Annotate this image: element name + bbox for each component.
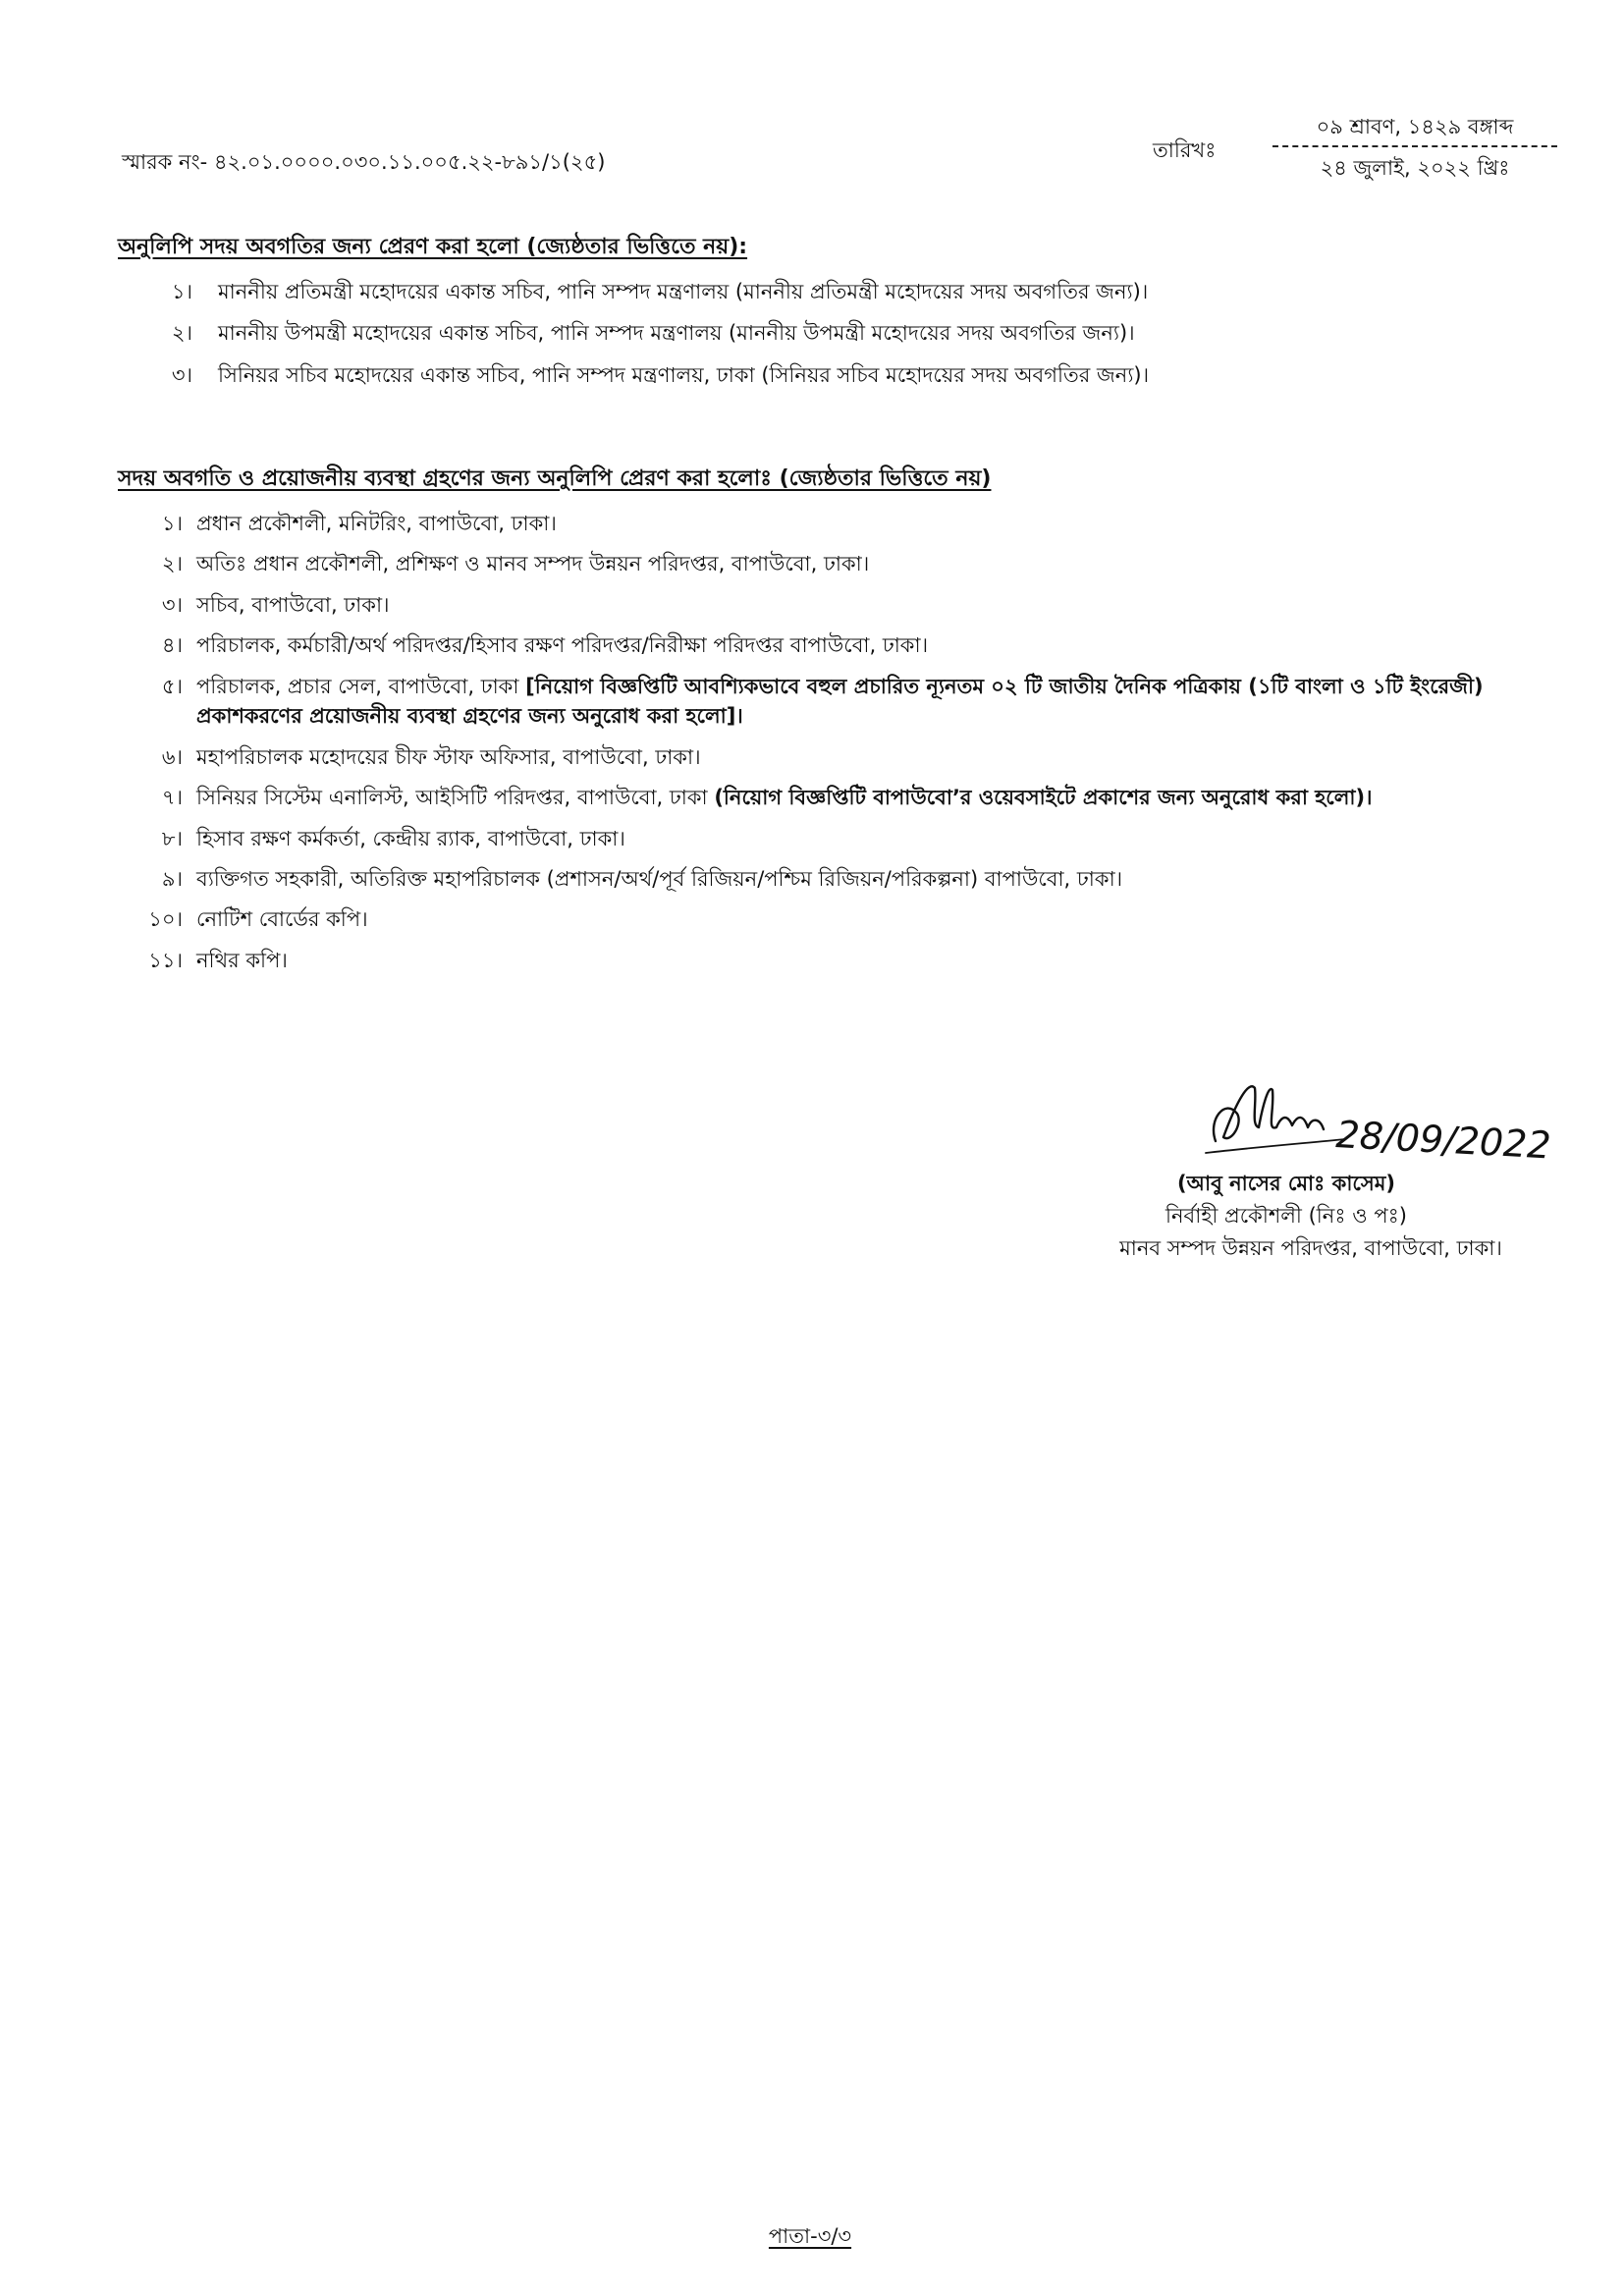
list-item: [122, 904, 1536, 934]
item-number: ১০।: [148, 907, 183, 932]
date-gregorian: ২৪ জুলাই, ২০২২ খ্রিঃ: [1320, 156, 1510, 181]
item-number: ২।: [161, 552, 183, 576]
item-text: মাননীয় প্রতিমন্ত্রী মহোদয়ের একান্ত সচিব, পানি সম্পদ মন্ত্রণালয় (মাননীয় প্রতিমন্ত্রী মহোদয়ের সদয় অবগতির জন্য)।: [218, 280, 1149, 303]
item-text-plain: নথির কপি।: [196, 948, 288, 972]
list-item: [122, 509, 1536, 538]
list-item: [122, 742, 1536, 772]
handwritten-signature: [1198, 1070, 1571, 1178]
item-number: ৩।: [161, 592, 183, 617]
list-item: [122, 318, 1536, 348]
item-text: [196, 864, 1536, 894]
list-item: [122, 630, 1536, 660]
item-number: ৭।: [161, 786, 183, 810]
item-number: ৩।: [171, 362, 192, 387]
list-item: [122, 864, 1536, 894]
item-text: [196, 783, 1536, 812]
item-number: ৮।: [161, 826, 183, 850]
item-text-plain: পরিচালক, কর্মচারী/অর্থ পরিদপ্তর/হিসাব রক্ষণ পরিদপ্তর/নিরীক্ষা পরিদপ্তর বাপাউবো, ঢাকা।: [196, 633, 929, 658]
page-number: পাতা-৩/৩: [768, 2224, 852, 2248]
item-text: [196, 672, 1536, 732]
section2-heading: সদয় অবগতি ও প্রয়োজনীয় ব্যবস্থা গ্রহণের জন্য অনুলিপি প্রেরণ করা হলোঃ (জ্যেষ্ঠতার ভিত্তিতে নয়): [118, 466, 992, 491]
item-text-plain: পরিচালক, প্রচার সেল, বাপাউবো, ঢাকা: [196, 674, 526, 698]
item-text: [196, 904, 1536, 934]
item-text-plain: সিনিয়র সিস্টেম এনালিস্ট, আইসিটি পরিদপ্তর, বাপাউবো, ঢাকা: [196, 786, 715, 810]
item-text-plain: হিসাব রক্ষণ কর্মকর্তা, কেন্দ্রীয় র‌্যাক, বাপাউবো, ঢাকা।: [196, 826, 625, 850]
item-text: সিনিয়র সচিব মহোদয়ের একান্ত সচিব, পানি সম্পদ মন্ত্রণালয়, ঢাকা (সিনিয়র সচিব মহোদয়ের সদয় অবগতির জন্য)।: [218, 362, 1150, 387]
memo-number: স্মারক নং- ৪২.০১.০০০০.০৩০.১১.০০৫.২২-৮৯১/১(২৫): [122, 150, 606, 174]
item-text-plain: অতিঃ প্রধান প্রকৌশলী, প্রশিক্ষণ ও মানব সম্পদ উন্নয়ন পরিদপ্তর, বাপাউবো, ঢাকা।: [196, 552, 870, 576]
item-text: [196, 824, 1536, 853]
item-text: [196, 946, 1536, 975]
item-number: ৬।: [161, 744, 183, 769]
item-number: ২।: [171, 321, 192, 346]
item-number: ৪।: [161, 633, 183, 658]
item-text: [196, 549, 1536, 578]
item-text-bold: [নিয়োগ বিজ্ঞপ্তিটি আবশ্যিকভাবে বহুল প্রচারিত ন্যূনতম ০২ টি জাতীয় দৈনিক পত্রিকায় (১টি বাংলা ও ১টি ইংরেজী) প্রকাশকরণের প্রয়োজনীয় ব্যবস্থা গ্রহণের জন্য অনুরোধ করা হলো]।: [196, 674, 1484, 729]
list-item: [122, 277, 1536, 306]
item-number: ৯।: [161, 866, 183, 891]
list-item: [122, 590, 1536, 620]
item-text-plain: মহাপরিচালক মহোদয়ের চীফ স্টাফ অফিসার, বাপাউবো, ঢাকা।: [196, 744, 701, 769]
item-text-plain: প্রধান প্রকৌশলী, মনিটরিং, বাপাউবো, ঢাকা।: [196, 512, 557, 535]
date-label: তারিখঃ: [1153, 138, 1217, 162]
item-text-plain: নোটিশ বোর্ডের কপি।: [196, 907, 368, 932]
signature-date: 28/09/2022: [1334, 1113, 1552, 1168]
section2-list: [122, 509, 1536, 986]
item-text: [196, 630, 1536, 660]
signatory-name: (আবু নাসের মোঃ কাসেম): [1176, 1172, 1396, 1195]
signatory-designation: নির্বাহী প্রকৌশলী (নিঃ ও পঃ): [1165, 1204, 1407, 1228]
item-number: ৫।: [161, 674, 183, 698]
item-text: [196, 742, 1536, 772]
item-text: [196, 590, 1536, 620]
signatory-office: মানব সম্পদ উন্নয়ন পরিদপ্তর, বাপাউবো, ঢাকা।: [1119, 1236, 1502, 1260]
item-text: মাননীয় উপমন্ত্রী মহোদয়ের একান্ত সচিব, পানি সম্পদ মন্ত্রণালয় (মাননীয় উপমন্ত্রী মহোদয়ের সদয় অবগতির জন্য)।: [218, 321, 1135, 346]
date-block: [1272, 112, 1557, 184]
list-item: [122, 824, 1536, 853]
item-text-bold: (নিয়োগ বিজ্ঞপ্তিটি বাপাউবো’র ওয়েবসাইটে প্রকাশের জন্য অনুরোধ করা হলো)।: [714, 786, 1373, 810]
list-item: [122, 946, 1536, 975]
list-item: [122, 672, 1536, 732]
item-text-plain: সচিব, বাপাউবো, ঢাকা।: [196, 592, 390, 617]
list-item: [122, 549, 1536, 578]
list-item: [122, 783, 1536, 812]
section1-list: [122, 277, 1536, 402]
item-number: ১১।: [148, 948, 183, 972]
item-number: ১।: [161, 512, 183, 535]
item-text-plain: ব্যক্তিগত সহকারী, অতিরিক্ত মহাপরিচালক (প্রশাসন/অর্থ/পূর্ব রিজিয়ন/পশ্চিম রিজিয়ন/পরিকল্পনা) বাপাউবো, ঢাকা।: [196, 866, 1123, 891]
section1-heading: অনুলিপি সদয় অবগতির জন্য প্রেরণ করা হলো (জ্যেষ্ঠতার ভিত্তিতে নয়):: [118, 235, 748, 259]
list-item: [122, 360, 1536, 390]
item-text: [196, 509, 1536, 538]
item-number: ১।: [171, 280, 192, 303]
date-bangla: ০৯ শ্রাবণ, ১৪২৯ বঙ্গাব্দ: [1272, 112, 1557, 147]
